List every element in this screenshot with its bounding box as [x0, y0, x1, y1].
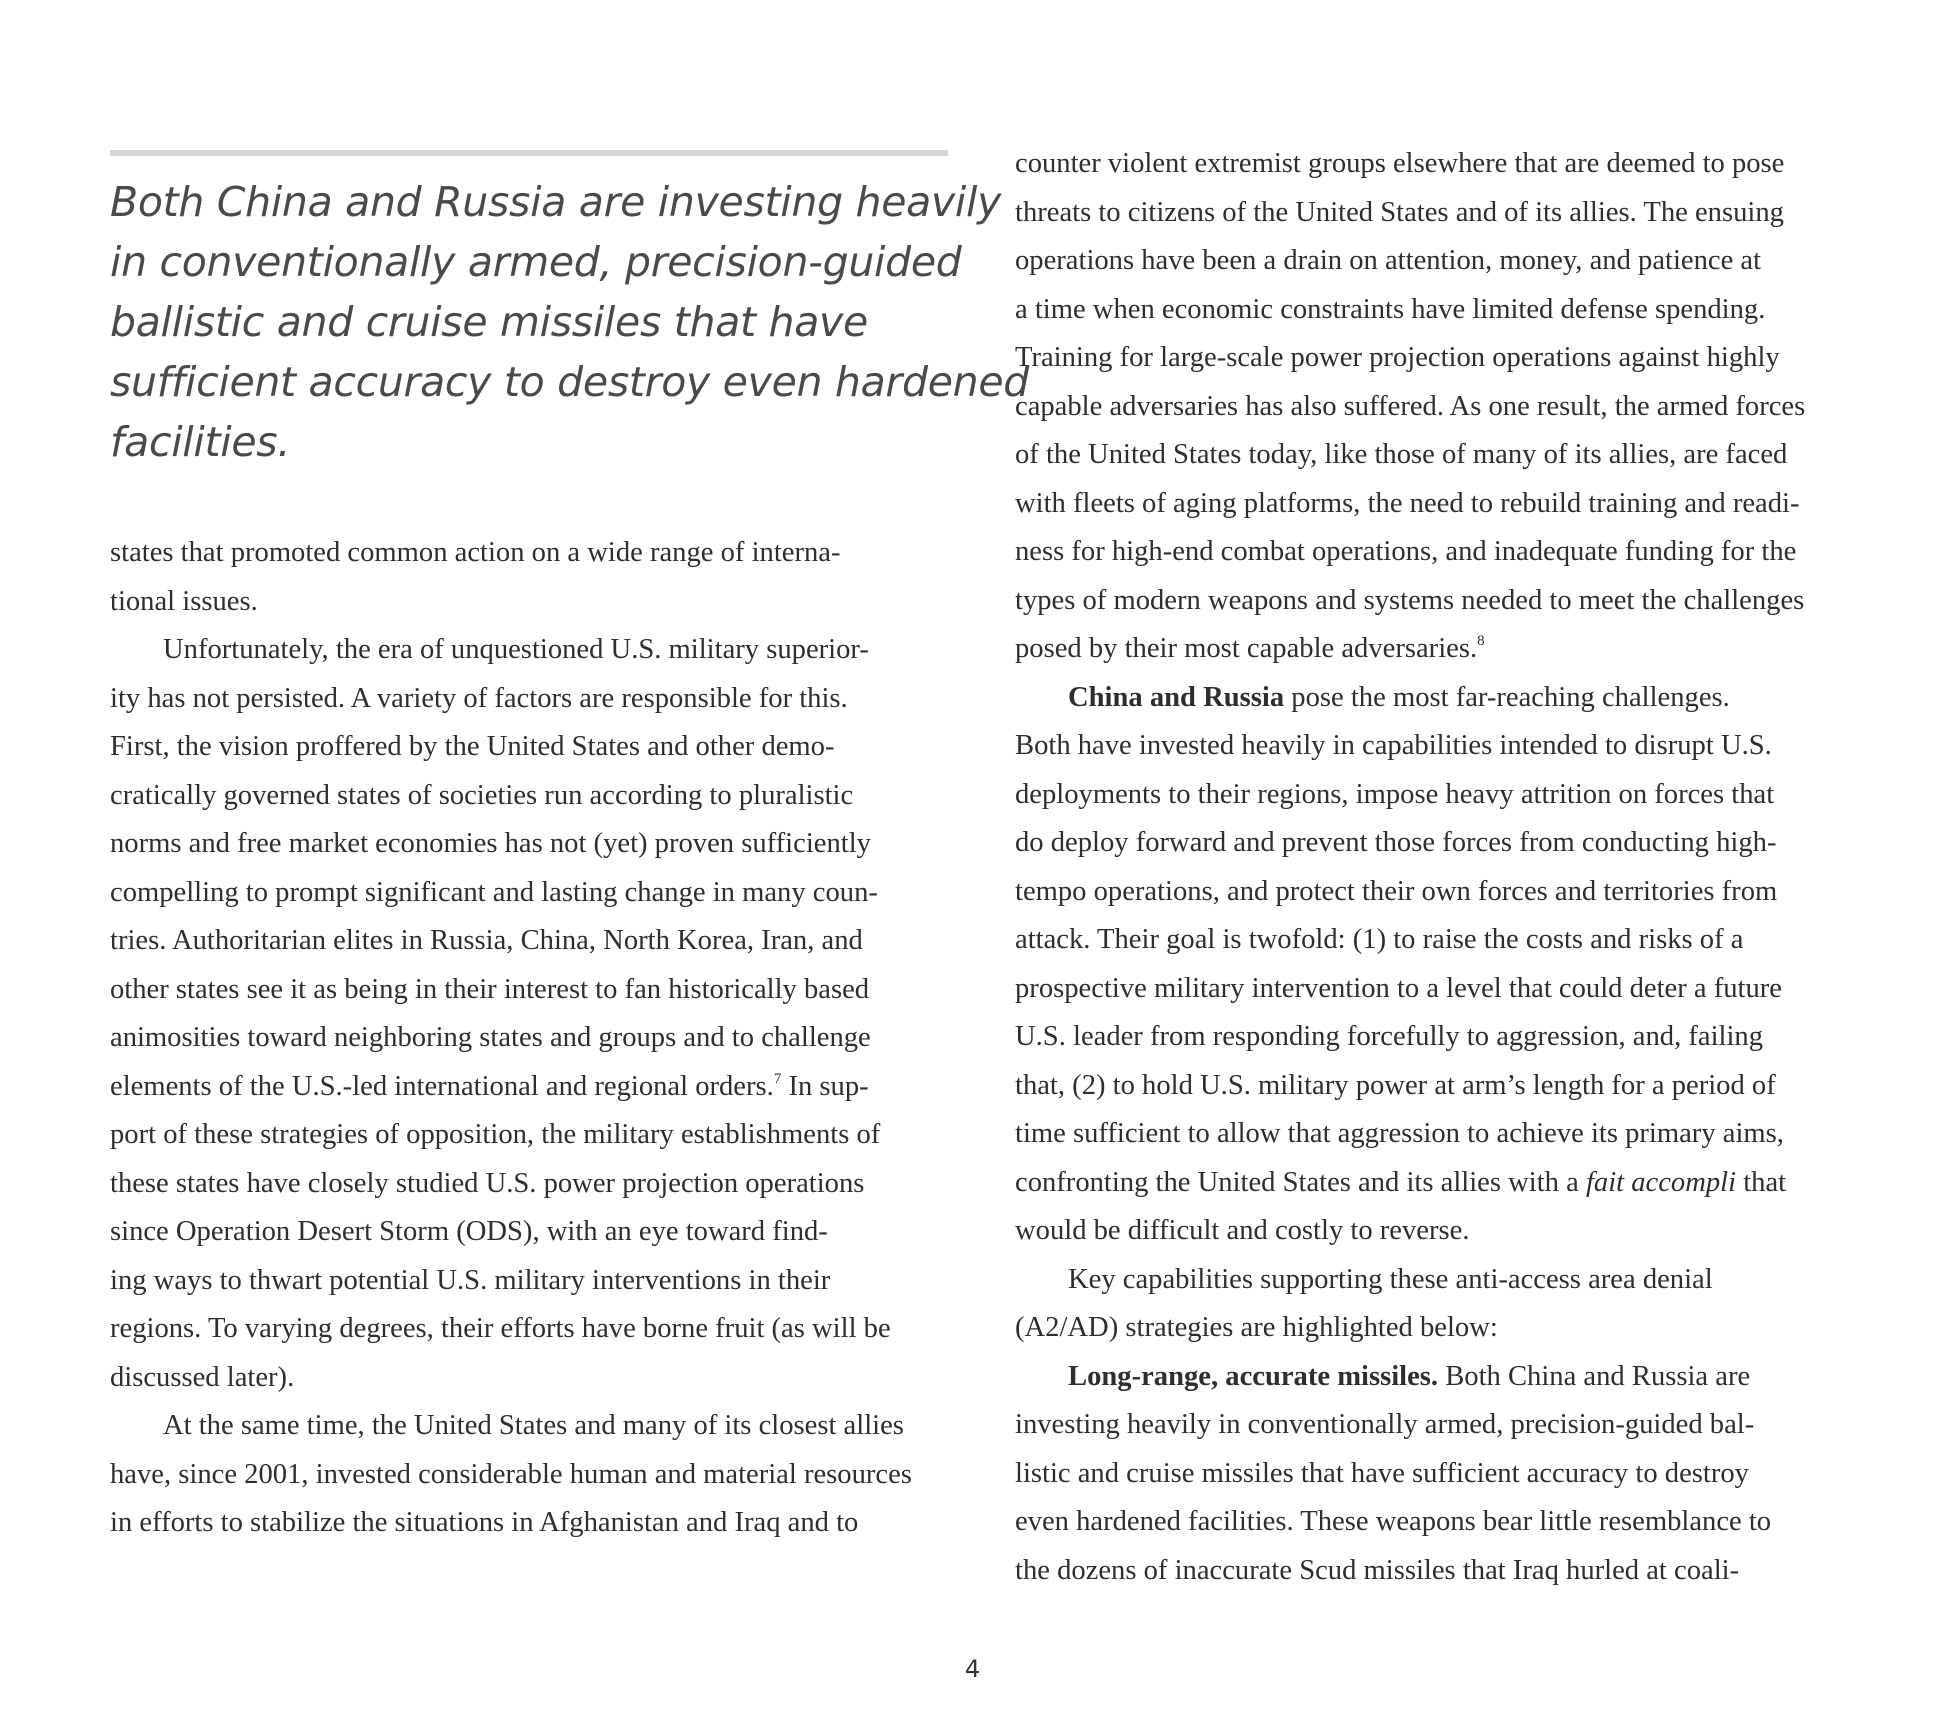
text-line: types of modern weapons and systems needed to meet the challenges: [1015, 584, 1805, 616]
text-line: Both have invested heavily in capabilities intended to disrupt U.S.: [1015, 730, 1772, 761]
text-line: ing ways to thwart potential U.S. military interventions in their: [110, 1264, 831, 1296]
text-line: listic and cruise missiles that have sufficient accuracy to destroy: [1015, 1457, 1749, 1489]
text-line: regions. To varying degrees, their efforts have borne fruit (as will be: [110, 1313, 891, 1344]
text-line: of the United States today, like those of many of its allies, are faced: [1015, 439, 1788, 470]
text-line: Training for large-scale power projection operations against highly: [1015, 342, 1780, 373]
right-column-text: [1015, 140, 1855, 1595]
text-line: U.S. leader from responding forcefully to aggression, and, failing: [1015, 1021, 1764, 1052]
text-fragment: that: [1736, 1166, 1787, 1198]
text-line: investing heavily in conventionally armed, precision-guided bal-: [1015, 1409, 1755, 1440]
text-line: tional issues.: [110, 585, 258, 617]
text-line: norms and free market economies has not (yet) proven sufficiently: [110, 828, 871, 859]
text-line: port of these strategies of opposition, the military establishments of: [110, 1119, 881, 1150]
footnote-marker[interactable]: 7: [773, 1070, 782, 1087]
text-line: attack. Their goal is twofold: (1) to raise the costs and risks of a: [1015, 924, 1744, 955]
text-line: Key capabilities supporting these anti-access area denial: [1068, 1263, 1713, 1295]
footnote-marker[interactable]: 8: [1477, 633, 1485, 649]
paragraph-lead-line: [1015, 674, 1855, 723]
text-line: states that promoted common action on a wide range of interna-: [110, 537, 841, 568]
text-line: have, since 2001, invested considerable human and material resources: [110, 1458, 912, 1490]
text-fragment: posed by their most capable adversaries.: [1015, 633, 1478, 664]
text-line: threats to citizens of the United States and of its allies. The ensuing: [1015, 196, 1784, 228]
pull-quote-line: facilities.: [110, 418, 291, 466]
text-fragment: elements of the U.S.-led international and regional orders.: [110, 1070, 774, 1102]
pull-quote: [110, 172, 1029, 472]
text-line: Unfortunately, the era of unquestioned U.S. military superior-: [163, 634, 869, 665]
text-line: deployments to their regions, impose heavy attrition on forces that: [1015, 778, 1775, 810]
pull-quote-line: sufficient accuracy to destroy even hardened: [110, 358, 1029, 406]
text-line: prospective military intervention to a level that could deter a future: [1015, 972, 1782, 1004]
pull-quote-line: in conventionally armed, precision-guided: [110, 238, 962, 286]
bold-lead-in: China and Russia: [1068, 681, 1285, 713]
text-fragment: confronting the United States and its allies with a: [1015, 1166, 1586, 1198]
text-line: tries. Authoritarian elites in Russia, China, North Korea, Iran, and: [110, 925, 863, 956]
text-line: other states see it as being in their interest to fan historically based: [110, 973, 870, 1005]
text-fragment: pose the most far-reaching challenges.: [1284, 681, 1730, 713]
text-line: would be difficult and costly to reverse.: [1015, 1215, 1470, 1246]
text-line: ity has not persisted. A variety of factors are responsible for this.: [110, 682, 848, 714]
text-line: First, the vision proffered by the United States and other demo-: [110, 731, 835, 762]
text-line: that, (2) to hold U.S. military power at arm’s length for a period of: [1015, 1069, 1776, 1101]
text-line: a time when economic constraints have limited defense spending.: [1015, 293, 1766, 325]
text-line: cratically governed states of societies run according to pluralistic: [110, 779, 854, 811]
pull-quote-block: [110, 150, 1029, 472]
bold-lead-in: Long-range, accurate missiles.: [1068, 1360, 1439, 1392]
text-line: compelling to prompt significant and lasting change in many coun-: [110, 876, 878, 908]
text-line: in efforts to stabilize the situations in Afghanistan and Iraq and to: [110, 1507, 859, 1538]
text-line-with-footnote: [1015, 625, 1855, 674]
pull-quote-rule: [110, 150, 948, 156]
text-line: since Operation Desert Storm (ODS), with an eye toward find-: [110, 1216, 828, 1247]
text-line: (A2/AD) strategies are highlighted below:: [1015, 1312, 1498, 1343]
left-column-text: [110, 529, 950, 1548]
text-line: counter violent extremist groups elsewhere that are deemed to pose: [1015, 148, 1785, 179]
pull-quote-line: ballistic and cruise missiles that have: [110, 298, 868, 346]
text-line: these states have closely studied U.S. power projection operations: [110, 1167, 865, 1199]
text-line: the dozens of inaccurate Scud missiles that Iraq hurled at coali-: [1015, 1554, 1740, 1586]
page-number: 4: [964, 1655, 981, 1683]
text-line: animosities toward neighboring states and groups and to challenge: [110, 1022, 871, 1053]
text-line: tempo operations, and protect their own forces and territories from: [1015, 875, 1778, 907]
text-line: operations have been a drain on attention, money, and patience at: [1015, 245, 1762, 276]
text-line: discussed later).: [110, 1361, 295, 1393]
text-line: time sufficient to allow that aggression to achieve its primary aims,: [1015, 1118, 1784, 1149]
text-line: ness for high-end combat operations, and inadequate funding for the: [1015, 536, 1797, 567]
paragraph-lead-line: [1015, 1353, 1855, 1402]
text-line-with-footnote: [110, 1063, 950, 1112]
text-line-with-italic: [1015, 1159, 1855, 1208]
text-fragment: In sup-: [781, 1070, 869, 1102]
text-line: At the same time, the United States and many of its closest allies: [163, 1410, 904, 1441]
pull-quote-line: Both China and Russia are investing heavily: [110, 178, 1002, 226]
text-line: do deploy forward and prevent those forces from conducting high-: [1015, 827, 1777, 858]
text-fragment: Both China and Russia are: [1438, 1360, 1751, 1392]
text-line: with fleets of aging platforms, the need to rebuild training and readi-: [1015, 487, 1800, 519]
text-line: even hardened facilities. These weapons bear little resemblance to: [1015, 1506, 1772, 1537]
italic-phrase: fait accompli: [1585, 1166, 1737, 1198]
text-line: capable adversaries has also suffered. As one result, the armed forces: [1015, 390, 1806, 422]
